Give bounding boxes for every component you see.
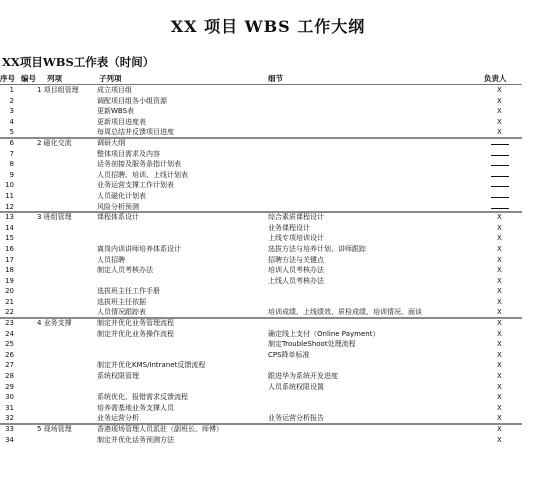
row-index: 2 bbox=[9, 96, 14, 105]
owner-dash-mark bbox=[491, 186, 509, 187]
row-detail: 选拔方法与培养计划、讲师跟踪 bbox=[268, 244, 366, 253]
header-number: 编号 bbox=[21, 74, 36, 83]
table-row bbox=[0, 297, 536, 308]
table-row bbox=[0, 276, 536, 287]
table-row bbox=[0, 318, 536, 329]
row-owner: X bbox=[497, 244, 502, 253]
row-subitem: 整体项目需求及内容 bbox=[97, 149, 160, 158]
row-detail: 业务运营分析报告 bbox=[268, 414, 324, 423]
row-owner: X bbox=[497, 297, 502, 306]
row-index: 22 bbox=[5, 308, 14, 317]
row-module: 5 现场管理 bbox=[37, 425, 72, 433]
row-subitem: 选拔班主任工作手册 bbox=[97, 287, 160, 296]
table-row bbox=[0, 329, 536, 340]
row-owner: X bbox=[497, 234, 502, 243]
row-index: 33 bbox=[5, 425, 14, 433]
table-row bbox=[0, 360, 536, 371]
row-module: 4 业务支撑 bbox=[37, 319, 72, 328]
row-subitem: 风险分析预测 bbox=[97, 202, 139, 211]
table-row bbox=[0, 244, 536, 255]
table-row bbox=[0, 392, 536, 403]
table-row bbox=[0, 85, 536, 96]
row-index: 28 bbox=[5, 372, 14, 381]
row-owner: X bbox=[497, 340, 502, 349]
row-subitem: 调配项目组各小组资源 bbox=[97, 96, 167, 105]
owner-dash-mark bbox=[491, 208, 509, 209]
row-index: 29 bbox=[5, 382, 14, 391]
row-subitem: 离岗内训讲师培养体系设计 bbox=[97, 244, 181, 253]
row-owner: X bbox=[497, 287, 502, 296]
table-row bbox=[0, 371, 536, 382]
row-index: 20 bbox=[5, 287, 14, 296]
row-subitem: 制定人员考核办法 bbox=[97, 266, 153, 275]
owner-dash-mark bbox=[491, 144, 509, 145]
row-index: 25 bbox=[5, 340, 14, 349]
row-owner: X bbox=[497, 213, 502, 222]
row-index: 24 bbox=[5, 329, 14, 338]
table-row bbox=[0, 339, 536, 350]
row-module: 3 班组管理 bbox=[37, 213, 72, 222]
row-index: 18 bbox=[5, 266, 14, 275]
row-owner: X bbox=[497, 361, 502, 370]
row-subitem: 选拔班主任依据 bbox=[97, 297, 146, 306]
row-index: 6 bbox=[9, 138, 14, 147]
row-owner: X bbox=[497, 425, 502, 433]
row-detail: 培训成绩、上线绩效、质检成绩、培训情况、面谈 bbox=[268, 308, 422, 317]
row-index: 13 bbox=[5, 213, 14, 222]
row-subitem: 制定并优化业务管理流程 bbox=[97, 319, 174, 328]
row-index: 7 bbox=[9, 149, 14, 158]
header-module: 列项 bbox=[47, 74, 62, 83]
row-subitem: 人员磁化计划表 bbox=[97, 191, 146, 200]
row-detail: 上线专项培训设计 bbox=[268, 234, 324, 243]
row-subitem: 制定并优化话务预测方法 bbox=[97, 435, 174, 444]
row-subitem: 香港现场管理人员派驻（副班长、师傅） bbox=[97, 425, 223, 433]
header-index: 序号 bbox=[0, 74, 15, 83]
row-index: 16 bbox=[5, 244, 14, 253]
row-subitem: 人员情况跟踪表 bbox=[97, 308, 146, 317]
row-module: 2 磁化交流 bbox=[37, 138, 72, 147]
row-subitem: 每周总结并反馈项目进度 bbox=[97, 128, 174, 137]
row-owner: X bbox=[497, 96, 502, 105]
table-row bbox=[0, 403, 536, 414]
row-owner: X bbox=[497, 414, 502, 423]
row-owner: X bbox=[497, 107, 502, 116]
row-index: 21 bbox=[5, 297, 14, 306]
row-index: 11 bbox=[5, 191, 14, 200]
header-owner: 负责人 bbox=[484, 74, 507, 83]
row-subitem: 业务运营支撑工作计划表 bbox=[97, 181, 174, 190]
row-index: 31 bbox=[5, 403, 14, 412]
owner-dash-mark bbox=[491, 155, 509, 156]
table-row bbox=[0, 191, 536, 202]
table-row bbox=[0, 435, 536, 446]
row-owner bbox=[497, 138, 515, 149]
row-owner bbox=[497, 180, 515, 191]
row-detail: 人员系统权限设置 bbox=[268, 382, 324, 391]
row-detail: 确定线上支付（Online Payment） bbox=[268, 329, 380, 338]
document-title: XX 项目 WBS 工作大纲 bbox=[170, 17, 366, 36]
row-owner: X bbox=[497, 382, 502, 391]
row-owner: X bbox=[497, 117, 502, 126]
table-row bbox=[0, 149, 536, 160]
owner-dash-mark bbox=[491, 165, 509, 166]
row-owner: X bbox=[497, 350, 502, 359]
row-detail: 制定TroubleShoot处理流程 bbox=[268, 340, 356, 349]
table-row bbox=[0, 106, 536, 117]
row-owner bbox=[497, 159, 515, 170]
row-index: 26 bbox=[5, 350, 14, 359]
row-owner: X bbox=[497, 435, 502, 444]
row-detail: 业务课程设计 bbox=[268, 223, 310, 232]
row-subitem: 系统优化、报错需求反馈流程 bbox=[97, 393, 188, 402]
row-owner bbox=[497, 149, 515, 160]
row-subitem: 制定并优化业务操作流程 bbox=[97, 329, 174, 338]
row-detail: 上线人员考核办法 bbox=[268, 276, 324, 285]
row-index: 34 bbox=[5, 435, 14, 444]
row-index: 10 bbox=[5, 181, 14, 190]
row-owner: X bbox=[497, 223, 502, 232]
row-owner: X bbox=[497, 308, 502, 317]
row-subitem: 人员招聘、培训、上线计划表 bbox=[97, 170, 188, 179]
table-row bbox=[0, 180, 536, 191]
row-owner bbox=[497, 191, 515, 202]
header-subitem: 子列项 bbox=[99, 74, 122, 83]
row-index: 30 bbox=[5, 393, 14, 402]
row-index: 17 bbox=[5, 255, 14, 264]
row-subitem: 调研大纲 bbox=[97, 138, 125, 147]
row-detail: 培训人员考核办法 bbox=[268, 266, 324, 275]
table-row bbox=[0, 117, 536, 128]
row-subitem: 话务剖接及服务条指计划表 bbox=[97, 160, 181, 169]
row-index: 8 bbox=[9, 160, 14, 169]
row-detail: 跟进华为系统开发进度 bbox=[268, 372, 338, 381]
row-index: 23 bbox=[5, 319, 14, 328]
table-row bbox=[0, 138, 536, 149]
row-subitem: 培养需基地业务支撑人员 bbox=[97, 403, 174, 412]
row-owner: X bbox=[497, 329, 502, 338]
row-module: 1 项目组管理 bbox=[37, 86, 79, 94]
row-index: 32 bbox=[5, 414, 14, 423]
row-owner: X bbox=[497, 403, 502, 412]
table-row bbox=[0, 286, 536, 297]
owner-dash-mark bbox=[491, 176, 509, 177]
table-title: XX项目WBS工作表（时间） bbox=[2, 55, 155, 69]
table-row bbox=[0, 265, 536, 276]
row-owner: X bbox=[497, 86, 502, 94]
row-owner: X bbox=[497, 372, 502, 381]
table-row bbox=[0, 212, 536, 223]
row-subitem: 课程体系设计 bbox=[97, 213, 139, 222]
row-detail: 招聘方法与关键点 bbox=[268, 255, 324, 264]
row-subitem: 制定并优化KMS/Intranet反馈流程 bbox=[97, 361, 206, 370]
table-row bbox=[0, 170, 536, 181]
row-detail: 综合素质课程设计 bbox=[268, 213, 324, 222]
header-detail: 细节 bbox=[268, 74, 283, 83]
row-index: 3 bbox=[9, 107, 14, 116]
table-row bbox=[0, 350, 536, 361]
table-row bbox=[0, 382, 536, 393]
row-owner: X bbox=[497, 255, 502, 264]
row-index: 9 bbox=[9, 170, 14, 179]
table-row bbox=[0, 223, 536, 234]
row-subitem: 成立项目组 bbox=[97, 86, 132, 94]
row-detail: CPS降单标准 bbox=[268, 350, 310, 359]
table-row bbox=[0, 233, 536, 244]
row-index: 5 bbox=[9, 128, 14, 137]
owner-dash-mark bbox=[491, 197, 509, 198]
table-row bbox=[0, 159, 536, 170]
row-subitem: 更新项目进度表 bbox=[97, 117, 146, 126]
table-row bbox=[0, 424, 536, 435]
row-index: 1 bbox=[9, 86, 14, 94]
row-owner: X bbox=[497, 276, 502, 285]
wbs-table-body bbox=[0, 85, 536, 445]
row-index: 15 bbox=[5, 234, 14, 243]
row-subitem: 人员招聘 bbox=[97, 255, 125, 264]
row-owner: X bbox=[497, 319, 502, 328]
row-index: 14 bbox=[5, 223, 14, 232]
row-index: 19 bbox=[5, 276, 14, 285]
row-owner: X bbox=[497, 393, 502, 402]
table-row bbox=[0, 96, 536, 107]
row-owner: X bbox=[497, 128, 502, 137]
row-subitem: 业务运营分析 bbox=[97, 414, 139, 423]
row-owner: X bbox=[497, 266, 502, 275]
row-index: 12 bbox=[5, 202, 14, 211]
table-row bbox=[0, 255, 536, 266]
row-subitem: 更新WBS表 bbox=[97, 107, 135, 116]
row-index: 27 bbox=[5, 361, 14, 370]
row-owner bbox=[497, 170, 515, 181]
row-index: 4 bbox=[9, 117, 14, 126]
row-subitem: 系统权限管理 bbox=[97, 372, 139, 381]
